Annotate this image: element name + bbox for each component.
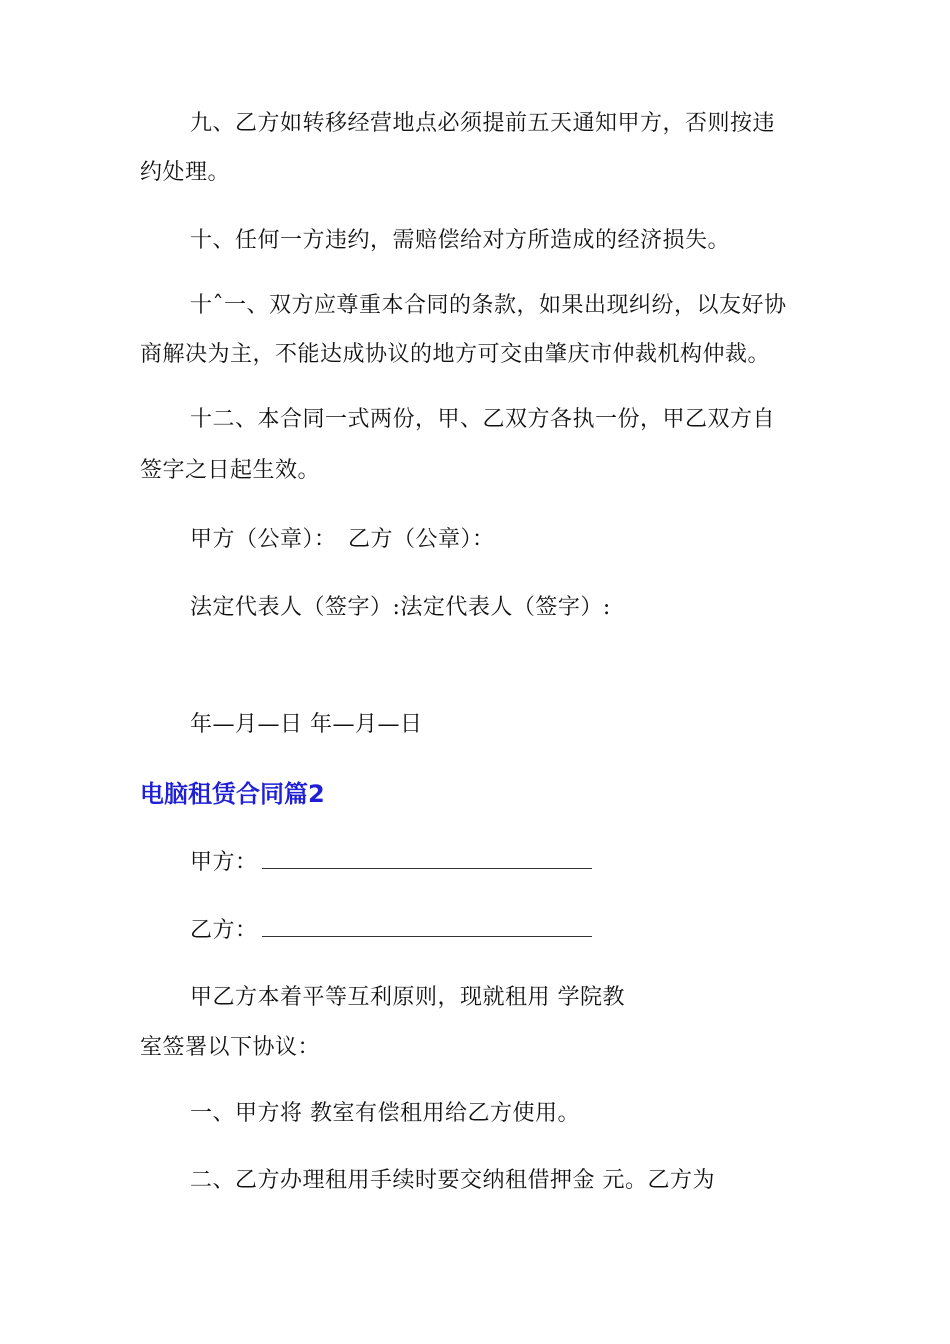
party-b-label: 乙方： xyxy=(190,918,258,943)
party-b-blank xyxy=(262,916,592,937)
section-heading: 电脑租赁合同篇2 xyxy=(140,780,325,808)
clause-11-line-1: 十ˆ一、双方应尊重本合同的条款，如果出现纠纷，以友好协 xyxy=(190,293,787,318)
clause-12-line-2: 签字之日起生效。 xyxy=(140,458,321,483)
clause-11-line-2: 商解决为主，不能达成协议的地方可交由肇庆市仲裁机构仲裁。 xyxy=(140,342,771,367)
clause-1: 一、甲方将 教室有偿租用给乙方使用。 xyxy=(190,1101,580,1126)
party-a-blank xyxy=(262,848,592,869)
party-a-label: 甲方： xyxy=(190,850,258,875)
clause-10: 十、任何一方违约，需赔偿给对方所造成的经济损失。 xyxy=(190,228,731,253)
clause-9-line-1: 九、乙方如转移经营地点必须提前五天通知甲方，否则按违 xyxy=(190,111,776,136)
clause-9-line-2: 约处理。 xyxy=(140,160,231,185)
party-b-row xyxy=(190,916,592,945)
clause-2: 二、乙方办理租用手续时要交纳租借押金 元。乙方为 xyxy=(190,1168,715,1193)
seal-line: 甲方（公章）： 乙方（公章）： xyxy=(190,527,495,552)
signature-line: 法定代表人（签字）:法定代表人（签字）: xyxy=(190,595,611,620)
date-line: 年—月—日 年—月—日 xyxy=(190,712,423,737)
party-a-row xyxy=(190,848,592,877)
clause-12-line-1: 十二、本合同一式两份，甲、乙双方各执一份，甲乙双方自 xyxy=(190,407,776,432)
agreement-line-1: 甲乙方本着平等互利原则，现就租用 学院教 xyxy=(190,985,625,1010)
agreement-line-2: 室签署以下协议： xyxy=(140,1035,321,1060)
